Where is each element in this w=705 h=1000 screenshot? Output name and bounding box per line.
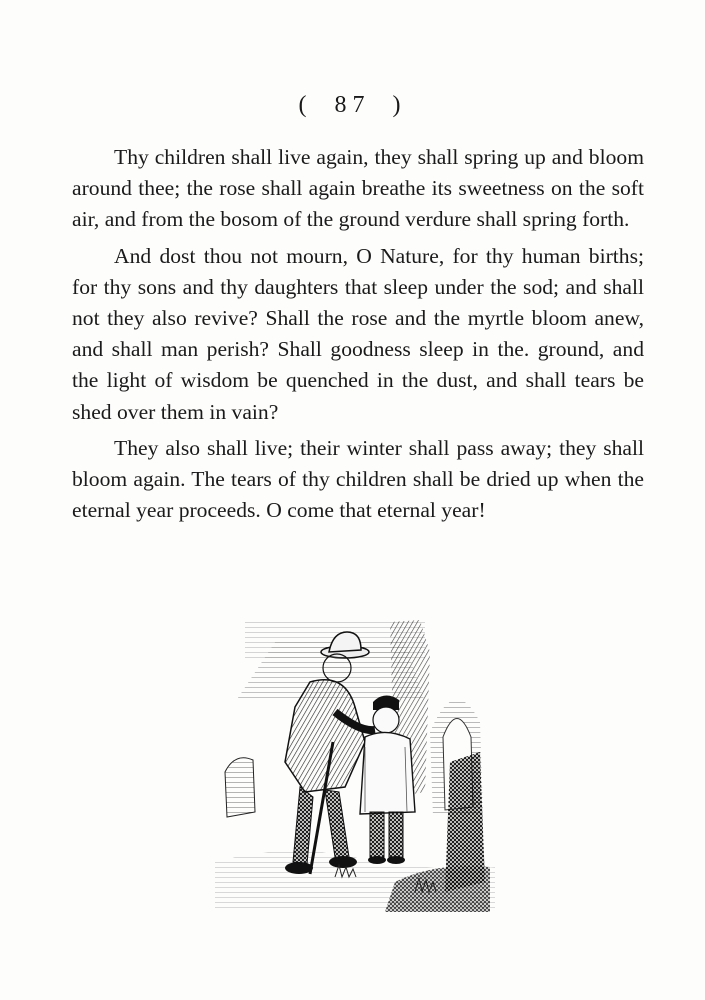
paragraph-1: Thy children shall live again, they shall spring up and bloom around thee; the rose shall again breathe its sweetness on the soft air, and from the bosom of the ground verdure shall spring forth. <box>72 145 644 232</box>
body-text <box>72 142 644 531</box>
paragraph-3: They also shall live; their winter shall pass away; they shall bloom again. The tears of thy children shall be dried up when the eternal year proceeds. O come that eternal year! <box>72 435 644 523</box>
engraving-illustration <box>215 612 495 912</box>
old-man-and-child-engraving <box>215 612 495 912</box>
page-number: ( 87 ) <box>298 92 407 118</box>
paragraph-2: And dost thou not mourn, O Nature, for thy human births; for thy sons and thy daughters that sleep under the sod; and shall not they also revive? Shall the rose and the myrtle bloom anew, and shall man perish? Shall goodness sleep in the. ground, and the light of wisdom be quenched in the dust, and shall tears be shed over them in vain? <box>72 243 644 424</box>
